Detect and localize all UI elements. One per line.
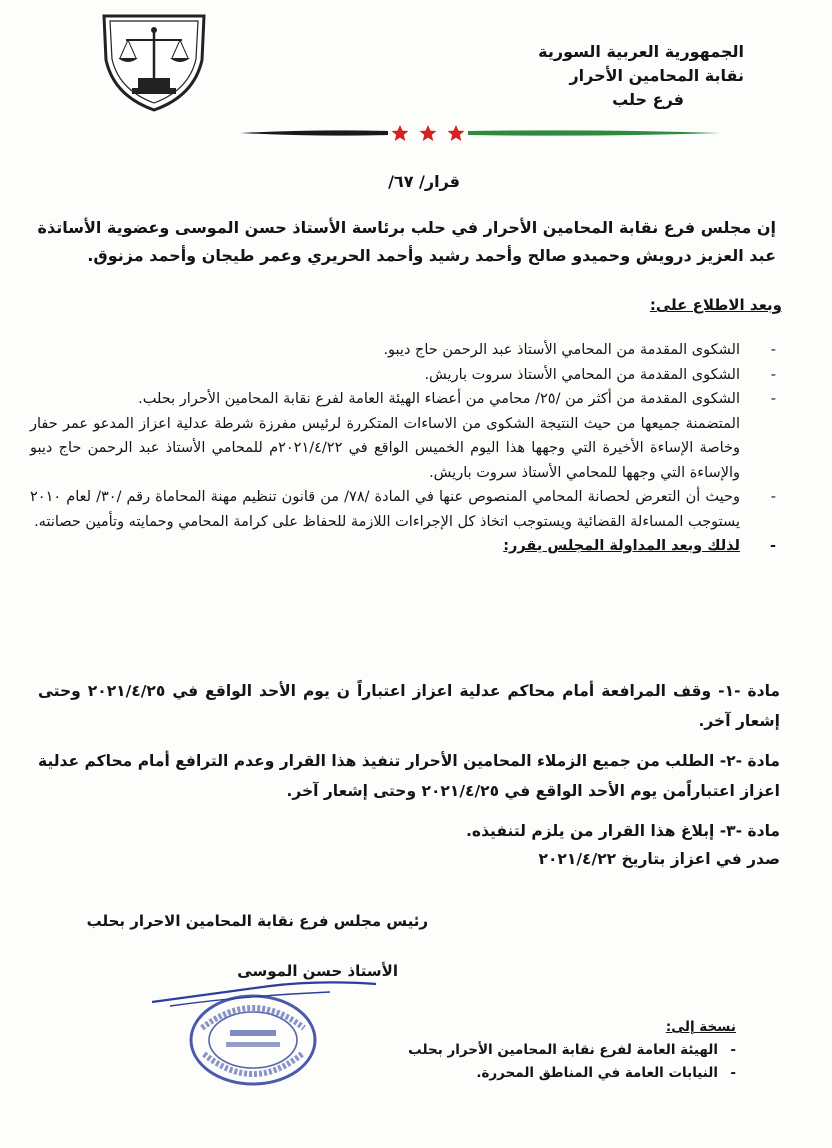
syndicate-name: نقابة المحامين الأحرار [569, 66, 744, 85]
signer-title: رئيس مجلس فرع نقابة المحامين الاحرار بحلب [86, 912, 428, 930]
decision-articles [38, 676, 780, 856]
syndicate-logo [98, 10, 210, 114]
official-stamp [186, 990, 320, 1090]
signer-name: الأستاذ حسن الموسى [237, 962, 398, 980]
letterhead [484, 40, 744, 112]
star-icon [448, 125, 465, 141]
copies-title: نسخة إلى: [665, 1019, 736, 1035]
copies-block [408, 1016, 736, 1085]
country-name: الجمهورية العربية السورية [538, 42, 744, 61]
copy-recipient: - النيابات العامة في المناطق المحررة. [408, 1062, 736, 1085]
deliberation-line: - لذلك وبعد المداولة المجلس يقرر: [503, 538, 776, 554]
intro-paragraph: إن مجلس فرع نقابة المحامين الأحرار في حلب برئاسة الأستاذ حسن الموسى وعضوية الأساتذة عبد العزيز درويش وحميدو صالح وأحمد رشيد وأحمد الحريري وعمر طيجان وأحمد مزنوق. [37, 218, 776, 265]
star-icon [420, 125, 437, 141]
decision-number: قرار/ ٦٧/ [388, 172, 460, 191]
article-2: مادة -٢- الطلب من جميع الزملاء المحامين الأحرار تنفيذ هذا القرار وعدم الترافع أمام محاكم عدلية اعزاز اعتباراًمن يوم الأحد الواقع في ٢٠٢١/٤/٢٥ وحتى إشعار آخر. [38, 752, 780, 800]
flag-divider [240, 123, 720, 143]
list-item: - الشكوى المقدمة من المحامي الأستاذ عبد الرحمن حاج ديبو. [383, 342, 776, 358]
issued-date: صدر في اعزاز بتاريخ ٢٠٢١/٤/٢٢ [538, 850, 780, 868]
copy-recipient: - الهيئة العامة لفرع نقابة المحامين الأحرار بحلب [408, 1039, 736, 1062]
list-item: - الشكوى المقدمة من المحامي الأستاذ سروت باريش. [424, 366, 776, 383]
considerations-list [30, 338, 780, 559]
article-3: مادة -٣- إبلاغ هذا القرار من يلزم لتنفيذه. [466, 822, 780, 840]
star-icon [392, 125, 409, 141]
list-item: - وحيث أن التعرض لحصانة المحامي المنصوص عنها في المادة /٧٨/ من قانون تنظيم مهنة المحاماة رقم /٣٠/ لعام ٢٠١٠ يستوجب المساءلة القضائية ويستوجب اتخاذ كل الإجراءات اللازمة للحفاظ على كرامة المحامي وحمايته وتأمين حصانته. [30, 489, 776, 530]
review-heading: وبعد الاطلاع على: [649, 296, 782, 314]
branch-name: فرع حلب [612, 90, 684, 109]
list-item: - الشكوى المقدمة من أكثر من /٢٥/ محامي من أعضاء الهيئة العامة لفرع نقابة المحامين الأحرار بحلب. [138, 391, 776, 407]
list-item: المتضمنة جميعها من حيث النتيجة الشكوى من الاساءات المتكررة لرئيس مفرزة شرطة عدلية اعزاز المدعو عمر حفار وخاصة الإساءة الأخيرة التي وجهها هذا اليوم الخميس الواقع في ٢٠٢١/٤/٢٢م للمحامي الأستاذ عبد الرحمن حاج ديبو والإساءة التي وجهها للمحامي الأستاذ سروت باريش. [30, 415, 740, 481]
article-1: مادة -١- وقف المرافعة أمام محاكم عدلية اعزاز اعتباراً ن يوم الأحد الواقع في ٢٠٢١/٤/٢٥ وحتى إشعار آخر. [38, 682, 780, 730]
